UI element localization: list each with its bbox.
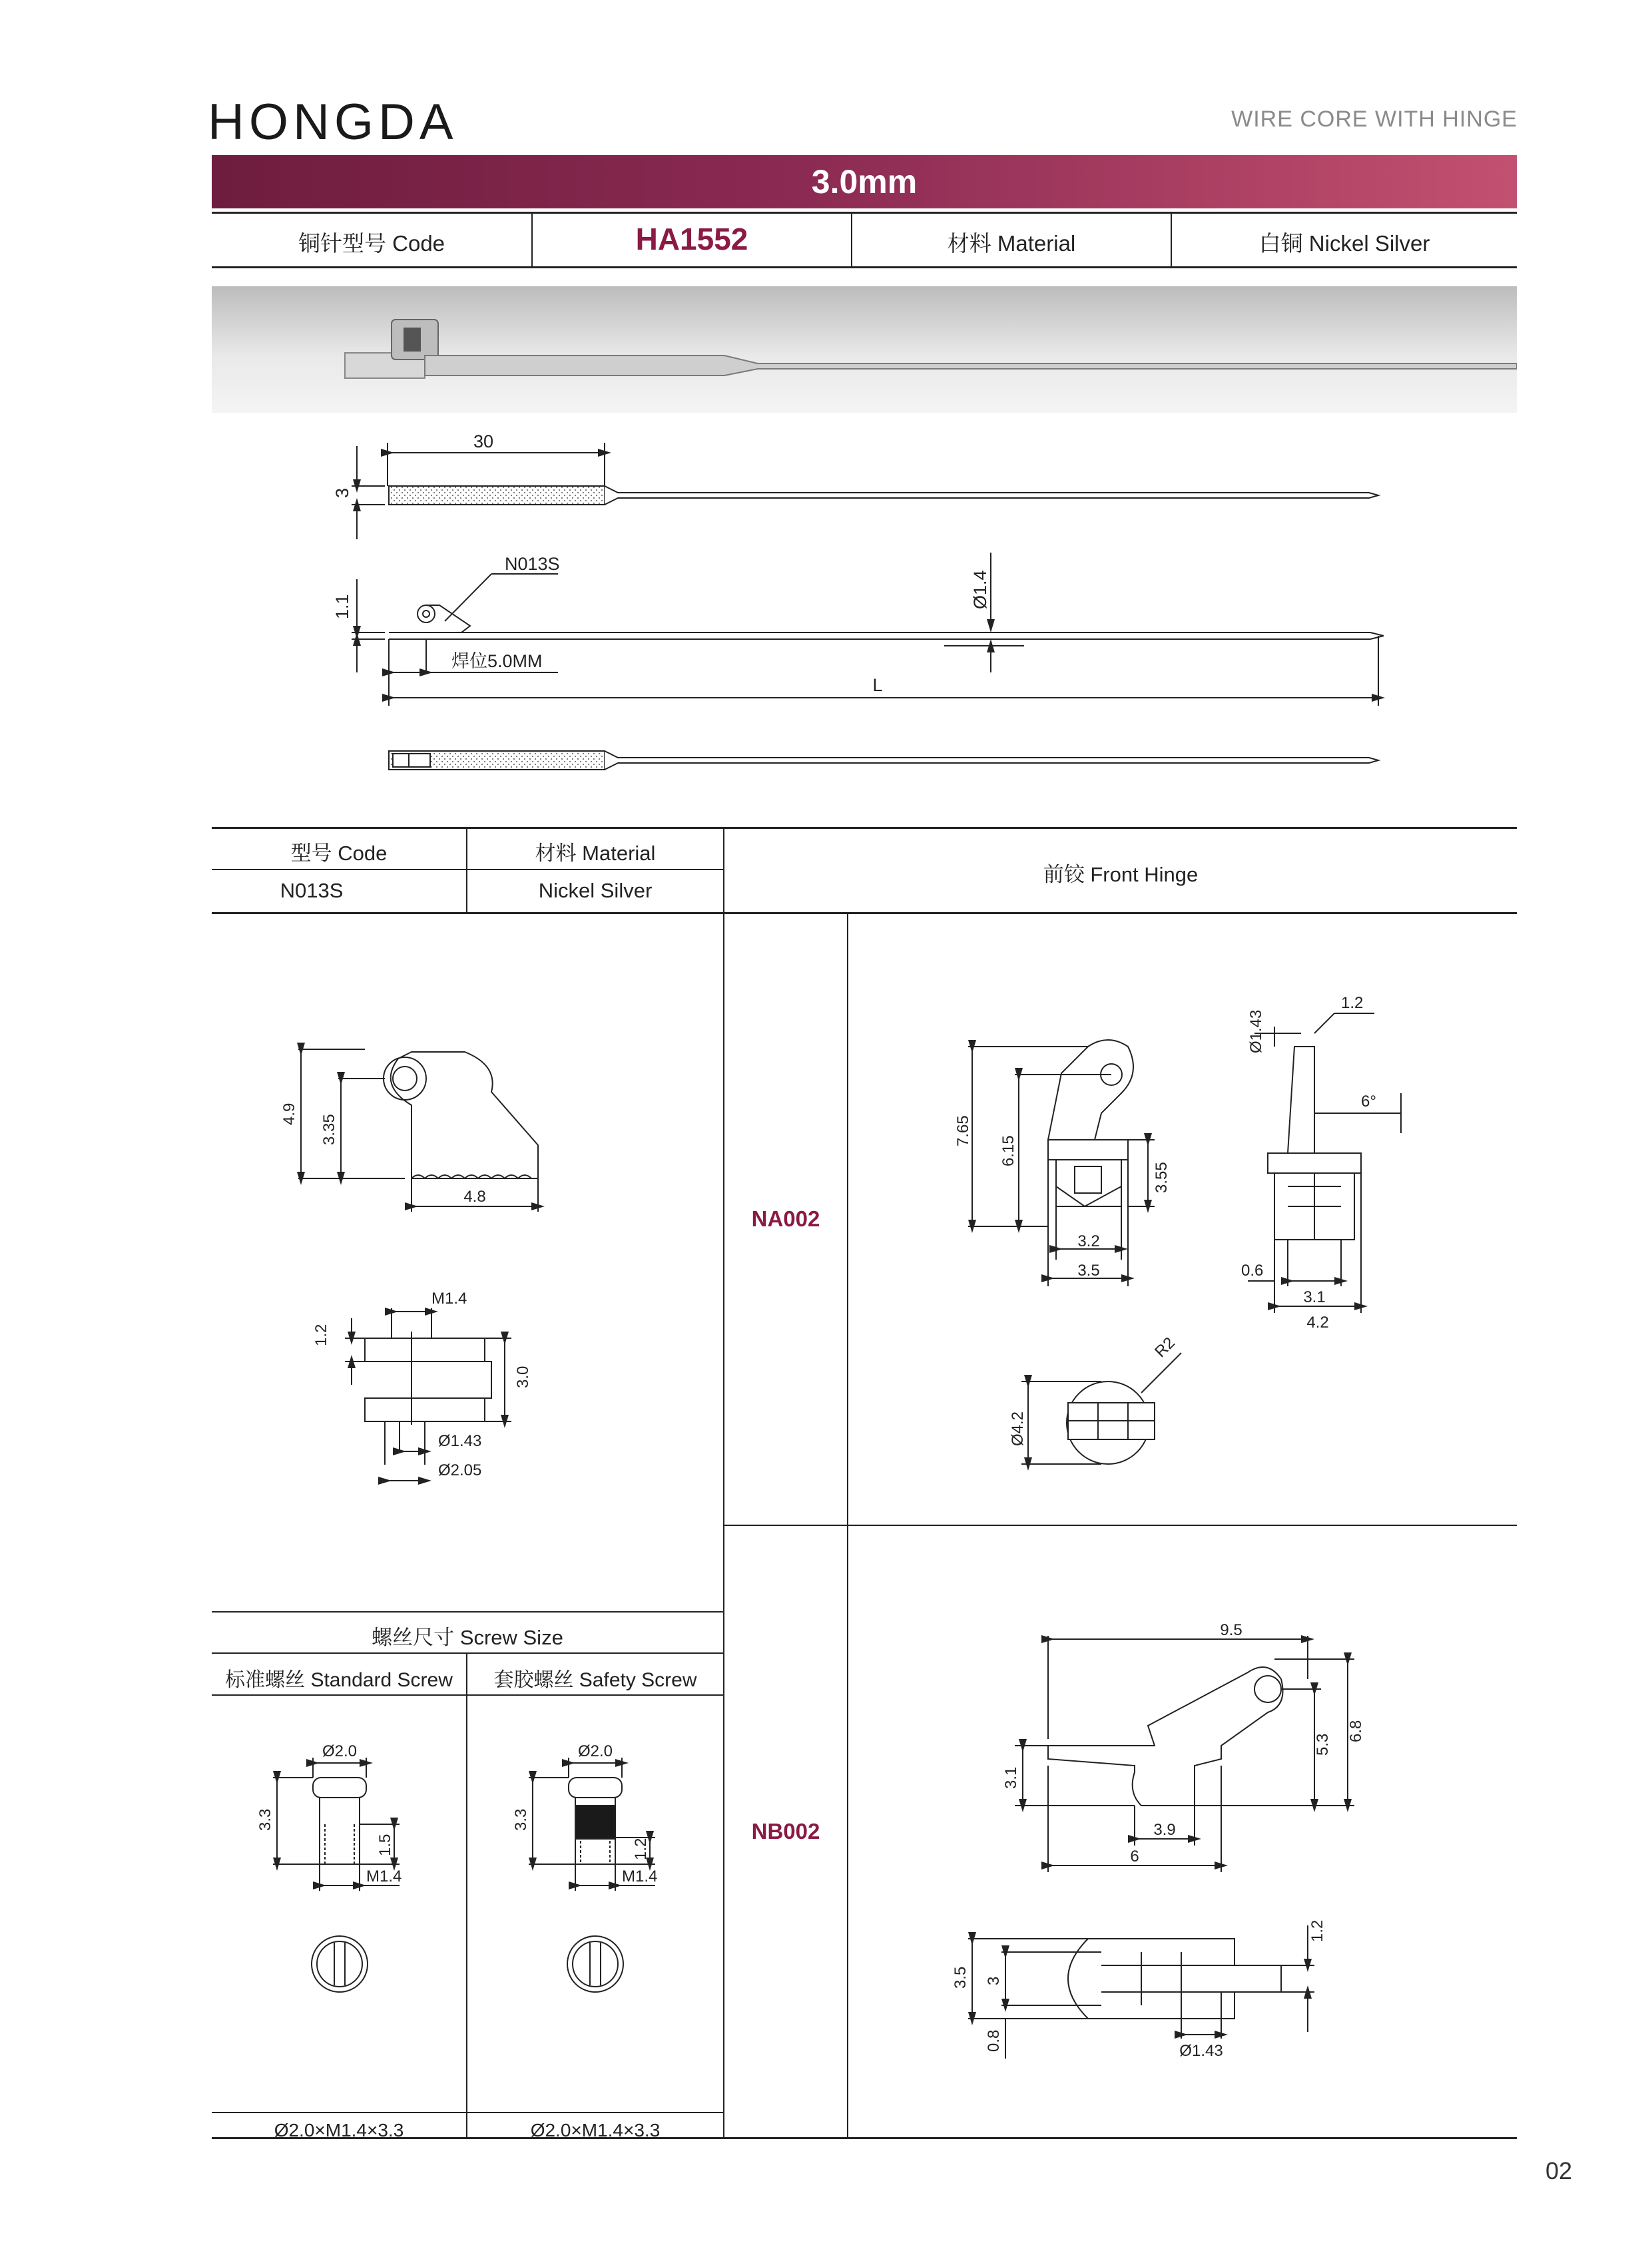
na002-dim-r2: R2	[1151, 1334, 1179, 1362]
table-top-line	[212, 827, 1517, 829]
code-value: HA1552	[635, 222, 748, 256]
screw-spec-line	[212, 2112, 724, 2113]
nb002-drawing	[848, 1526, 1517, 2136]
dim-30: 30	[473, 431, 494, 451]
wire-core-photo-illustration	[212, 286, 1517, 413]
safe-screw-dim-m1-4: M1.4	[622, 1868, 658, 1885]
front-hinge-header: 前铰 Front Hinge	[1043, 863, 1199, 886]
na002-dim-6-15: 6.15	[999, 1135, 1017, 1166]
page-number: 02	[1545, 2157, 1572, 2184]
spec-row-bottom-line	[212, 266, 1517, 268]
part-ref-n013s: N013S	[505, 554, 560, 574]
nb002-dim-9-5: 9.5	[1220, 1621, 1242, 1639]
na002-dim-3-55: 3.55	[1153, 1162, 1171, 1193]
na002-dim-4-2: 4.2	[1306, 1314, 1329, 1332]
na002-dim-dia-1-43: Ø1.43	[1247, 1009, 1265, 1053]
nb002-dim-5-3: 5.3	[1314, 1733, 1332, 1756]
code-label: 铜针型号 Code	[298, 231, 445, 256]
standard-screw-spec: Ø2.0×M1.4×3.3	[274, 2120, 404, 2140]
nb002-dim-0-8: 0.8	[985, 2029, 1003, 2052]
part-material-value: Nickel Silver	[538, 879, 653, 902]
std-screw-dim-3-3: 3.3	[256, 1808, 274, 1831]
screw-header-top-line	[212, 1611, 724, 1613]
spec-row-top-line	[212, 212, 1517, 214]
nb002-dim-dia-1-43: Ø1.43	[1179, 2042, 1223, 2060]
nb002-dim-6: 6	[1130, 1848, 1139, 1866]
dim-4-9: 4.9	[280, 1103, 298, 1125]
std-screw-dim-dia: Ø2.0	[322, 1742, 358, 1760]
dim-4-8: 4.8	[463, 1188, 486, 1206]
na002-dim-7-65: 7.65	[954, 1115, 972, 1146]
wire-hinge-slot	[404, 328, 421, 352]
dim-1-1: 1.1	[332, 594, 352, 619]
std-screw-dim-1-5: 1.5	[376, 1834, 394, 1856]
dim-dia-1-43: Ø1.43	[438, 1432, 482, 1450]
na002-drawing	[848, 913, 1517, 1523]
nb002-dim-3-5: 3.5	[952, 1966, 969, 1989]
screw-size-header: 螺丝尺寸 Screw Size	[372, 1626, 563, 1649]
safe-screw-dim-1-2: 1.2	[632, 1838, 650, 1860]
safety-screw-label: 套胶螺丝 Safety Screw	[493, 1669, 697, 1691]
std-screw-dim-m1-4: M1.4	[366, 1868, 402, 1885]
nb002-dim-6-8: 6.8	[1347, 1720, 1365, 1742]
na002-dim-1-2: 1.2	[1341, 994, 1364, 1012]
table-mid-line	[212, 869, 723, 870]
dim-1-2: 1.2	[312, 1324, 330, 1346]
material-label: 材料 Material	[947, 231, 1076, 256]
material-value: 白铜 Nickel Silver	[1258, 231, 1430, 256]
na002-dim-3-5: 3.5	[1077, 1262, 1100, 1280]
na002-dim-6deg: 6°	[1361, 1093, 1376, 1111]
nb002-dim-3: 3	[985, 1976, 1003, 1985]
nb002-dim-1-2: 1.2	[1308, 1919, 1326, 1942]
wire-shaft	[425, 356, 1517, 375]
product-photo	[212, 286, 1517, 413]
n013s-drawing	[212, 1025, 723, 1491]
size-banner: 3.0mm	[212, 155, 1517, 208]
dim-dia-2-05: Ø2.05	[438, 1461, 482, 1479]
hinge-name-nb002: NB002	[751, 1819, 820, 1844]
dim-m1-4: M1.4	[431, 1290, 467, 1308]
na002-dim-3-2: 3.2	[1077, 1232, 1100, 1250]
dim-3: 3	[332, 487, 352, 498]
wire-core-technical-drawing	[212, 419, 1517, 792]
page-subtitle: WIRE CORE WITH HINGE	[1231, 107, 1517, 132]
na002-dim-dia-4-2: Ø4.2	[1009, 1411, 1027, 1446]
safe-screw-dim-dia: Ø2.0	[577, 1742, 613, 1760]
na002-dim-3-1: 3.1	[1303, 1288, 1326, 1306]
part-code-value: N013S	[280, 879, 344, 902]
table-divider-main	[723, 828, 724, 2137]
na002-dim-0-6: 0.6	[1241, 1262, 1264, 1280]
safe-screw-dim-3-3: 3.3	[512, 1808, 530, 1831]
standard-screw-label: 标准螺丝 Standard Screw	[225, 1669, 453, 1691]
weld-note: 焊位5.0MM	[451, 651, 543, 671]
part-material-header: 材料 Material	[535, 842, 656, 865]
dim-3-0: 3.0	[514, 1366, 532, 1388]
length-label: L	[872, 675, 883, 695]
part-code-header: 型号 Code	[290, 842, 388, 865]
standard-screw-drawing	[213, 1704, 465, 2104]
screw-header-bottom-line	[212, 1694, 724, 1696]
safety-screw-spec: Ø2.0×M1.4×3.3	[530, 2120, 661, 2140]
hinge-name-na002: NA002	[751, 1206, 820, 1231]
dim-3-35: 3.35	[320, 1114, 338, 1145]
safety-screw-drawing	[469, 1704, 722, 2104]
nb002-dim-3-1: 3.1	[1002, 1766, 1020, 1789]
brand-logo: HONGDA	[208, 94, 458, 150]
nb002-dim-3-9: 3.9	[1153, 1821, 1176, 1839]
nylon-patch	[575, 1806, 615, 1839]
screw-divider	[466, 1654, 467, 2137]
dim-dia-1-4: Ø1.4	[970, 570, 990, 609]
screw-header-mid-line	[212, 1652, 724, 1654]
